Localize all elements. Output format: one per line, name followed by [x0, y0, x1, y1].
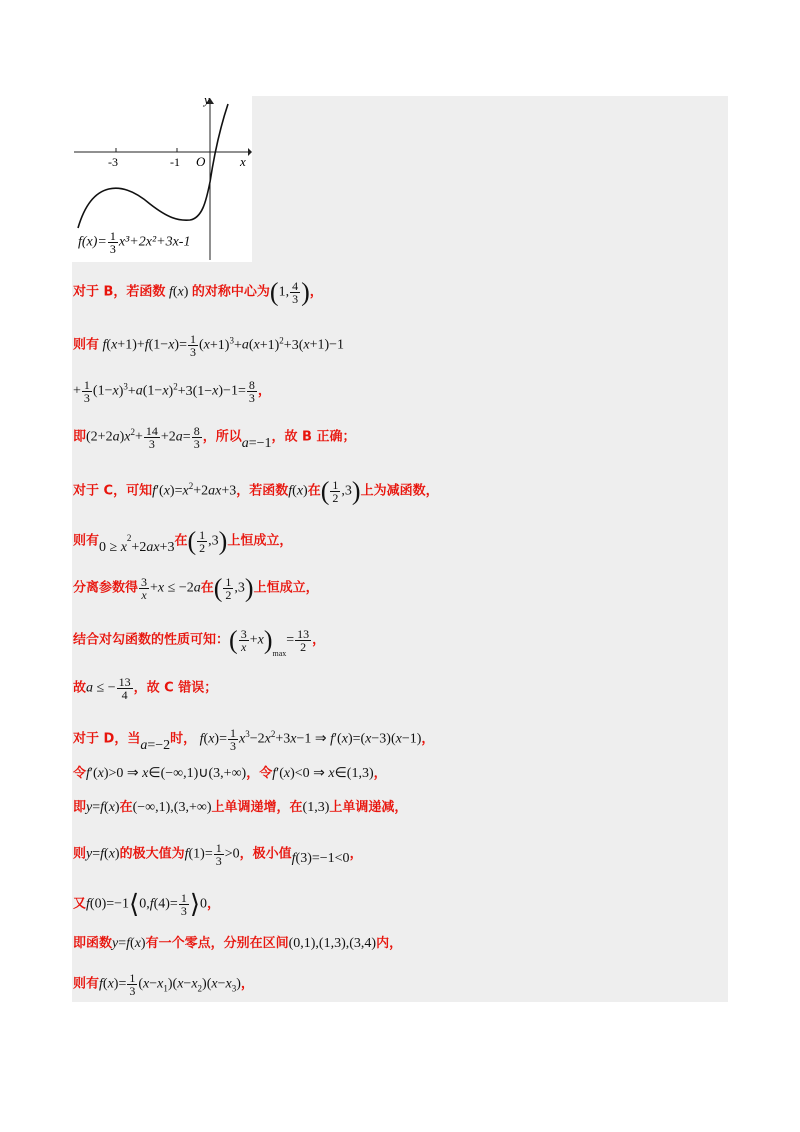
line-d-function: 对于 D，当a=−2时， f(x)= $\frac{1}{3}$ $x^3-2x^2+3x-1$ ⇒ f′(x)=(x−3)(x−1)，	[73, 725, 435, 753]
line-d-values: 又f(0)=−1⟨0,f(4)= $\frac{1}{3}$ ⟩0，	[73, 889, 220, 919]
tick-label-neg1: -1	[170, 155, 180, 169]
line-b-conclusion: 即$(2+2a)x^2+$ $\frac{14}{3}$ +2a= $\frac{8}{3}$ ，所以a=−1，故 B 正确；	[73, 423, 356, 451]
line-c-max: 结合对勾函数的性质可知：( $\frac{3}{x}$ $+x)_{max}=$ $\frac{13}{2}$ ，	[73, 625, 326, 658]
line-b-symmetry: 对于 B，若函数 f(x) 的对称中心为(1, $\frac{4}{3}$ )，	[73, 277, 323, 307]
line-d-zeros: 即函数y=f(x)有一个零点，分别在区间(0,1),(1,3),(3,4)内，	[73, 936, 403, 951]
line-d-factorization: 则有f(x)= $\frac{1}{3}$ $(x-x_1)(x-x_2)(x-x_3)$，	[73, 971, 254, 998]
line-b-sum: 则有 f(x+1)+f(1−x)= $\frac{1}{3}$ $(x+1)^3+a(x+1)^2+3(x+1)-1$	[73, 331, 345, 359]
line-c-conclusion: 故a ≤ − $\frac{13}{4}$ ，故 C 错误；	[73, 675, 218, 702]
line-d-extrema: 则y=f(x)的极大值为f(1)= $\frac{1}{3}$ >0，极小值f(3)=−1<0，	[73, 841, 363, 868]
tick-label-neg3: -3	[108, 155, 118, 169]
line-c-separation: 分离参数得 $\frac{3}{x}$ +x ≤ −2a在( $\frac{1}{2}$ ,3)上恒成立，	[73, 573, 319, 603]
line-d-sign: 令f′(x)>0 ⇒ x∈(−∞,1)∪(3,+∞)，令f′(x)<0 ⇒ x∈(1,3)，	[73, 766, 387, 781]
y-axis-label: y	[204, 96, 210, 107]
line-c-inequality: 则有$0 \ge x^2+2ax+3$在( $\frac{1}{2}$ ,3)上恒成立，	[73, 526, 293, 556]
line-c-derivative: 对于 C，可知$f'(x)=x^2+2ax+3$，若函数f(x)在( $\frac{1}{2}$ ,3)上为减函数，	[73, 476, 439, 506]
x-axis-label: x	[240, 154, 246, 169]
line-d-monotonic: 即y=f(x)在(−∞,1),(3,+∞)上单调递增，在(1,3)上单调递减，	[73, 800, 408, 815]
origin-label: O	[196, 154, 206, 169]
line-b-sum-continued: + $\frac{1}{3}$ $(1-x)^3+a(1-x)^2+3(1-x)-1=$ $\frac{8}{3}$ ，	[73, 377, 271, 405]
function-graph	[72, 96, 252, 262]
function-label: f(x)= $\frac{1}{3}$ x³+2x²+3x-1	[78, 229, 191, 256]
